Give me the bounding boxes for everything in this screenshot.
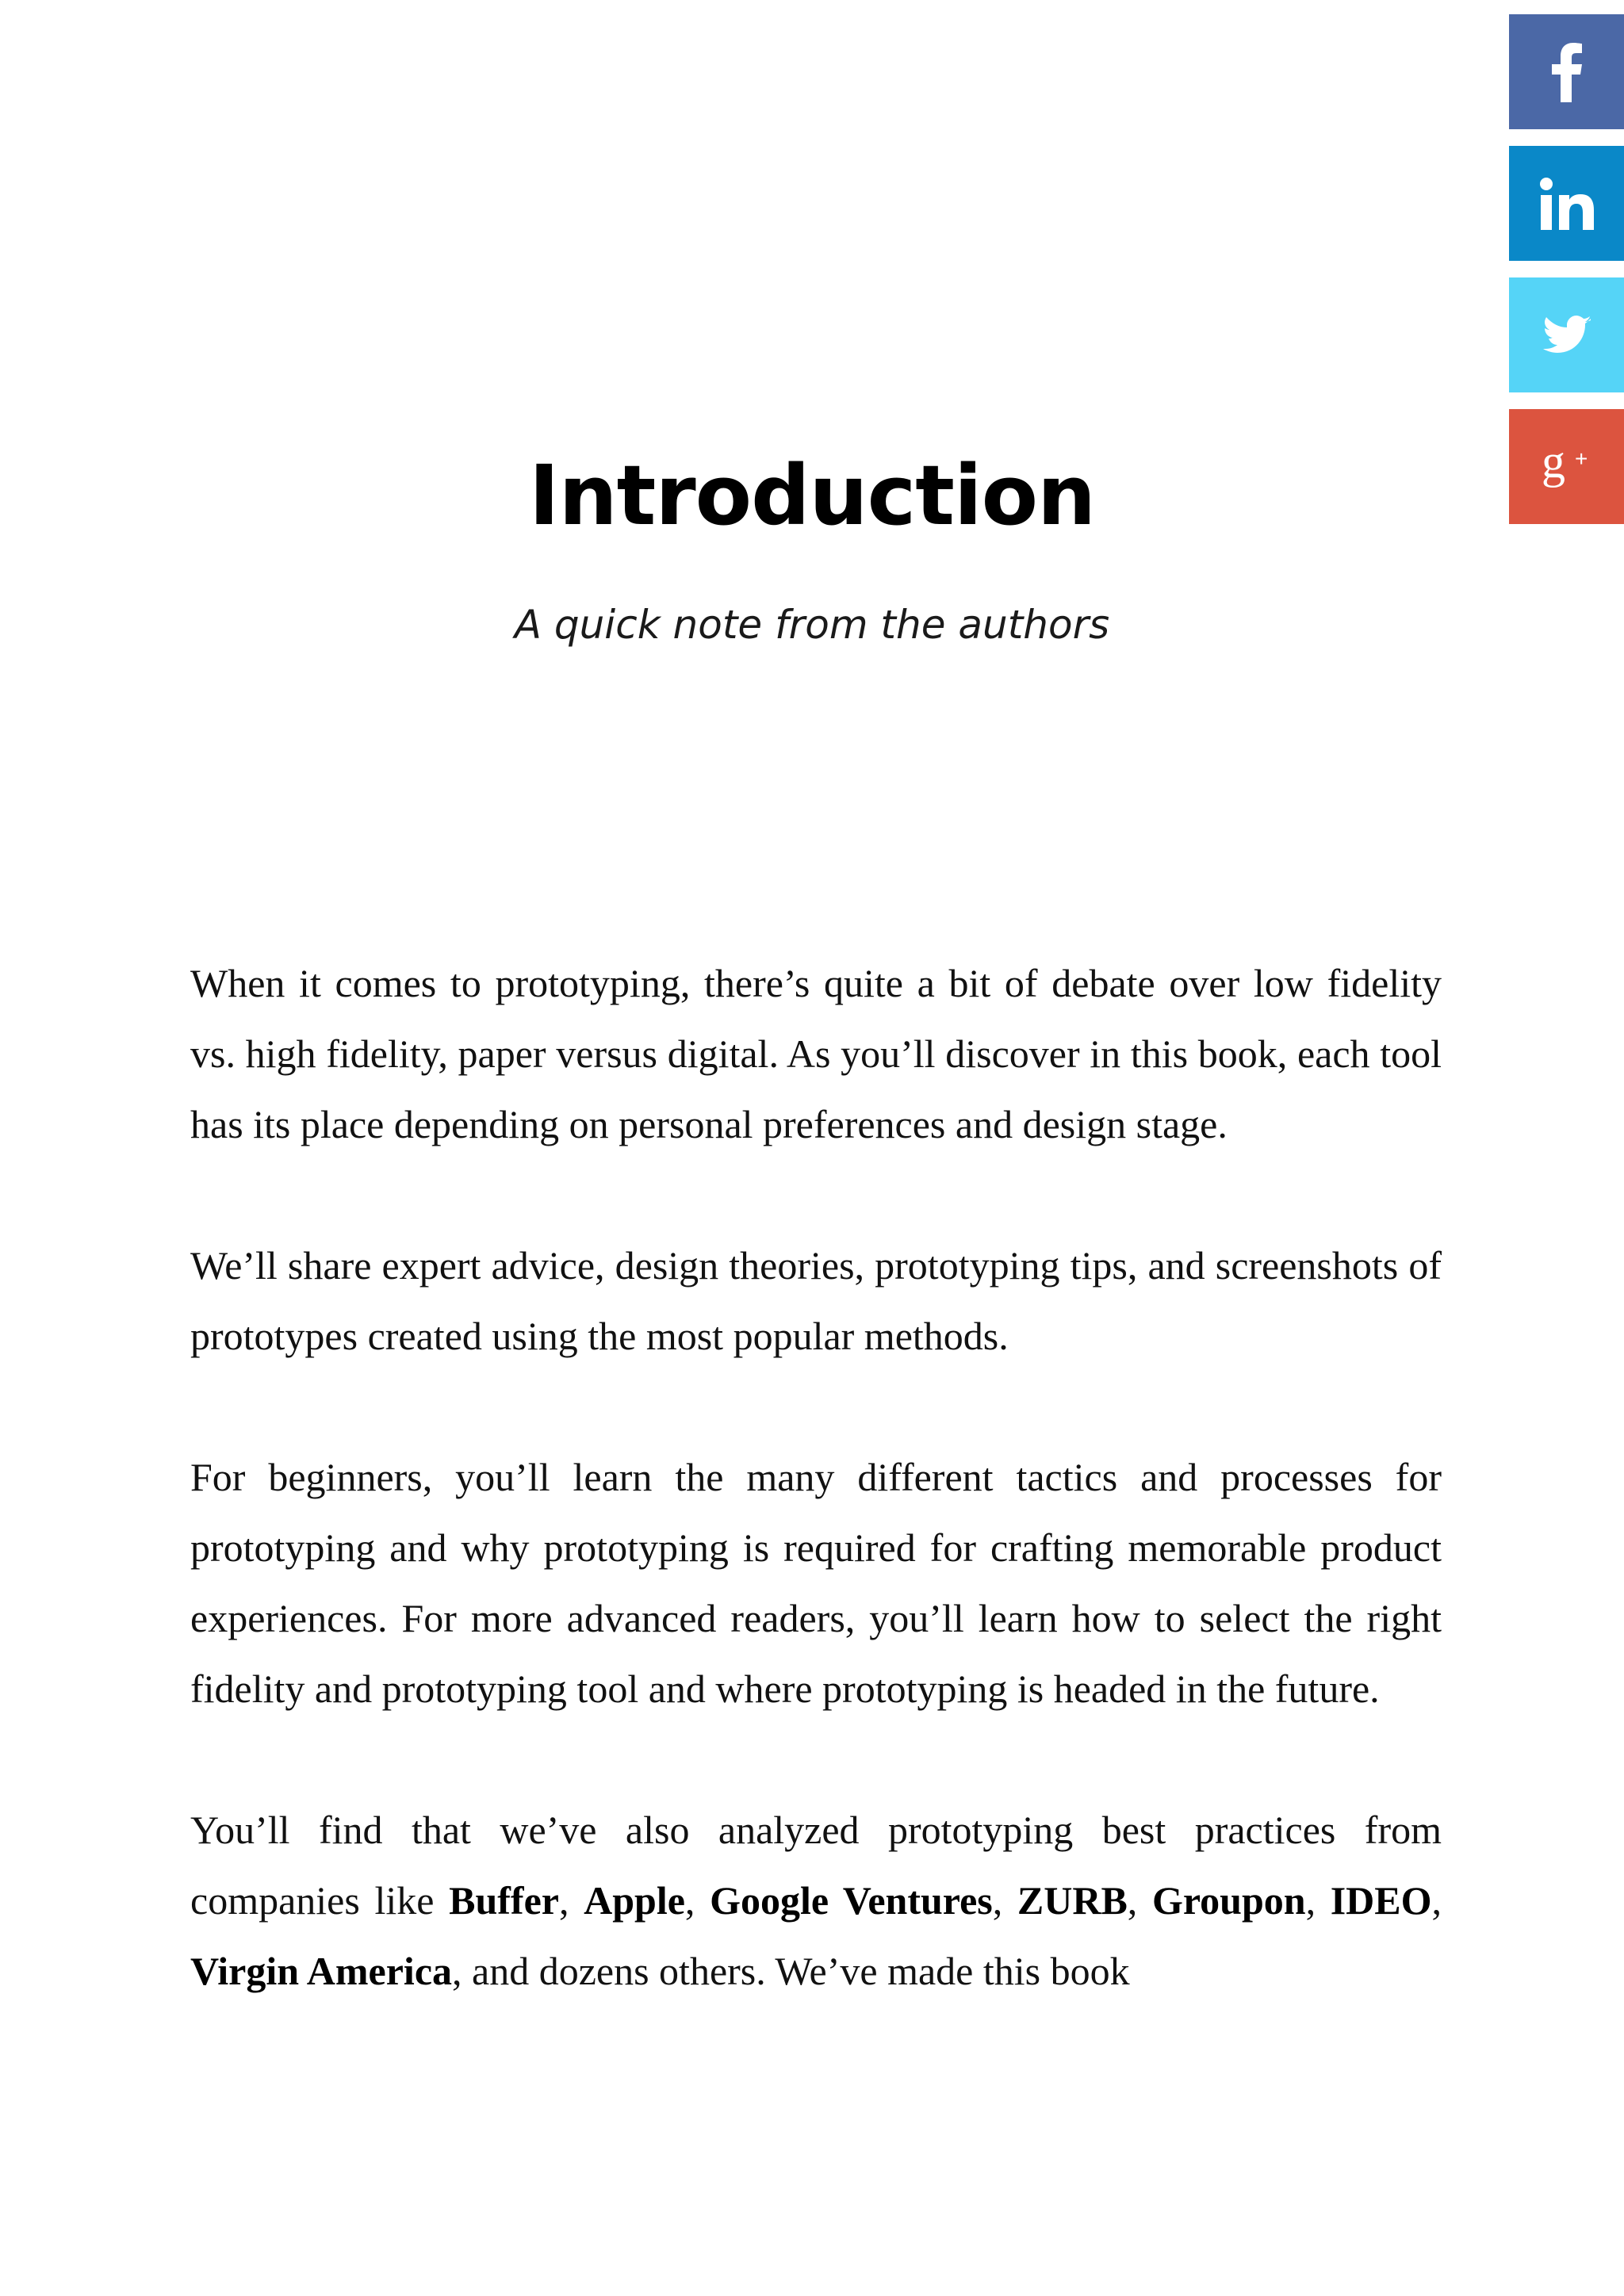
page-title: Introduction — [528, 447, 1096, 544]
paragraph-intro: You’ll find that we’ve also analyzed prototyping best practices from companies like — [190, 1808, 1442, 1923]
company-name: ZURB — [1017, 1878, 1128, 1923]
twitter-icon — [1543, 316, 1591, 355]
company-name: IDEO — [1330, 1878, 1432, 1923]
company-name: Buffer — [449, 1878, 559, 1923]
page-subtitle: A quick note from the authors — [514, 602, 1110, 648]
paragraph: When it comes to prototyping, there’s quite a bit of debate over low fidelity vs. high fidelity, paper versus digital. As you’ll discover in this book, each tool has its place depending on personal preferences and design stage. — [190, 961, 1442, 1146]
company-name: Apple — [584, 1878, 685, 1923]
paragraph: We’ll share expert advice, design theories, prototyping tips, and screenshots of prototypes created using the most popular methods. — [190, 1243, 1442, 1358]
linkedin-icon — [1540, 178, 1594, 230]
svg-text:g: g — [1541, 442, 1565, 488]
paragraph: You’ll find that we’ve also analyzed prototyping best practices from companies like Buffer, Apple, Google Ventures, ZURB, Groupon, IDEO, Virgin America, and dozens others. We’ve made this book — [190, 1808, 1442, 1993]
body-text — [190, 948, 1442, 2077]
company-name: Google Ventures — [710, 1878, 993, 1923]
facebook-share-button[interactable] — [1509, 14, 1624, 129]
svg-text:+: + — [1574, 446, 1588, 471]
company-name: Virgin America — [190, 1949, 453, 1993]
facebook-icon — [1551, 42, 1583, 102]
twitter-share-button[interactable] — [1509, 277, 1624, 392]
linkedin-share-button[interactable] — [1509, 146, 1624, 261]
paragraph-outro: , and dozens others. We’ve made this book — [452, 1949, 1130, 1993]
paragraph: For beginners, you’ll learn the many different tactics and processes for prototyping and why prototyping is required for crafting memorable product experiences. For more advanced readers, you’ll learn how to select the right fidelity and prototyping tool and where prototyping is headed in the future. — [190, 1455, 1442, 1711]
company-name: Groupon — [1151, 1878, 1306, 1923]
